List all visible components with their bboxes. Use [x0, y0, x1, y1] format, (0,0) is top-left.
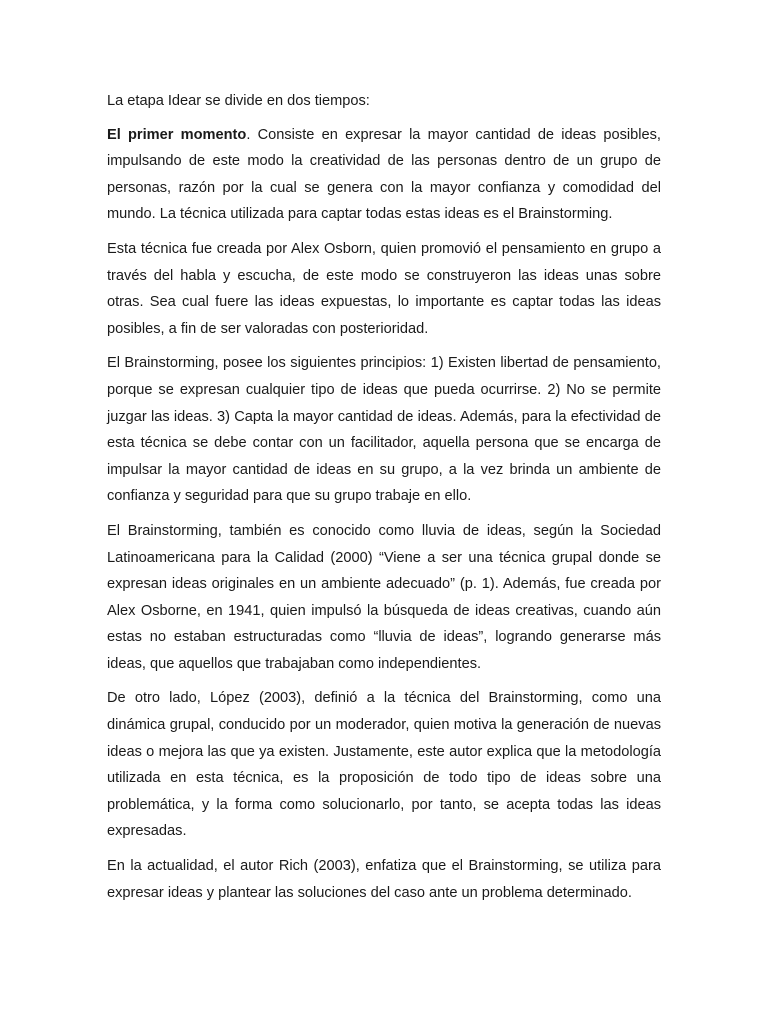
paragraph-lead-bold: El primer momento — [107, 126, 247, 143]
intro-paragraph: La etapa Idear se divide en dos tiempos: — [107, 93, 370, 109]
paragraph-primer-momento — [107, 122, 661, 228]
paragraph-lluvia-de-ideas: El Brainstorming, también es conocido como lluvia de ideas, según la Sociedad Latinoamericana para la Calidad (2000) “Viene a ser una técnica grupal donde se expresan ideas originales en un ambiente adecuado” (p. 1). Además, fue creada por Alex Osborne, en 1941, quien impulsó la búsqueda de ideas creativas, cuando aún estas no estaban estructuradas como “lluvia de ideas”, logrando generarse más ideas, que aquellos que trabajaban como independientes. — [107, 522, 661, 672]
paragraph-principios: El Brainstorming, posee los siguientes principios: 1) Existen libertad de pensamiento, porque se expresan cualquier tipo de ideas que pueda ocurrirse. 2) No se permite juzgar las ideas. 3) Capta la mayor cantidad de ideas. Además, para la efectividad de esta técnica se debe contar con un facilitador, aquella persona que se encarga de impulsar la mayor cantidad de ideas en su grupo, a la vez brinda un ambiente de confianza y seguridad para que su grupo trabaje en ello. — [107, 355, 661, 505]
paragraph-lopez: De otro lado, López (2003), definió a la técnica del Brainstorming, como una dinámica grupal, conducido por un moderador, quien motiva la generación de nuevas ideas o mejora las que ya existen. Justamente, este autor explica que la metodología utilizada en esta técnica, es la proposición de todo tipo de ideas sobre una problemática, y la forma como solucionarlo, por tanto, se acepta todas las ideas expresadas. — [107, 690, 661, 840]
paragraph-body: . Consiste en expresar la mayor cantidad de ideas posibles, impulsando de este modo la creatividad de las personas dentro de un grupo de personas, razón por la cual se genera con la mayor confianza y comodidad del mundo. La técnica utilizada para captar todas estas ideas es el Brainstorming. — [107, 126, 661, 223]
paragraph-rich: En la actualidad, el autor Rich (2003), enfatiza que el Brainstorming, se utiliza para expresar ideas y plantear las soluciones del caso ante un problema determinado. — [107, 858, 661, 901]
document-page — [107, 88, 661, 914]
paragraph-osborn: Esta técnica fue creada por Alex Osborn, quien promovió el pensamiento en grupo a través del habla y escucha, de este modo se construyeron las ideas unas sobre otras. Sea cual fuere las ideas expuestas, lo importante es captar todas las ideas posibles, a fin de ser valoradas con posterioridad. — [107, 240, 661, 337]
